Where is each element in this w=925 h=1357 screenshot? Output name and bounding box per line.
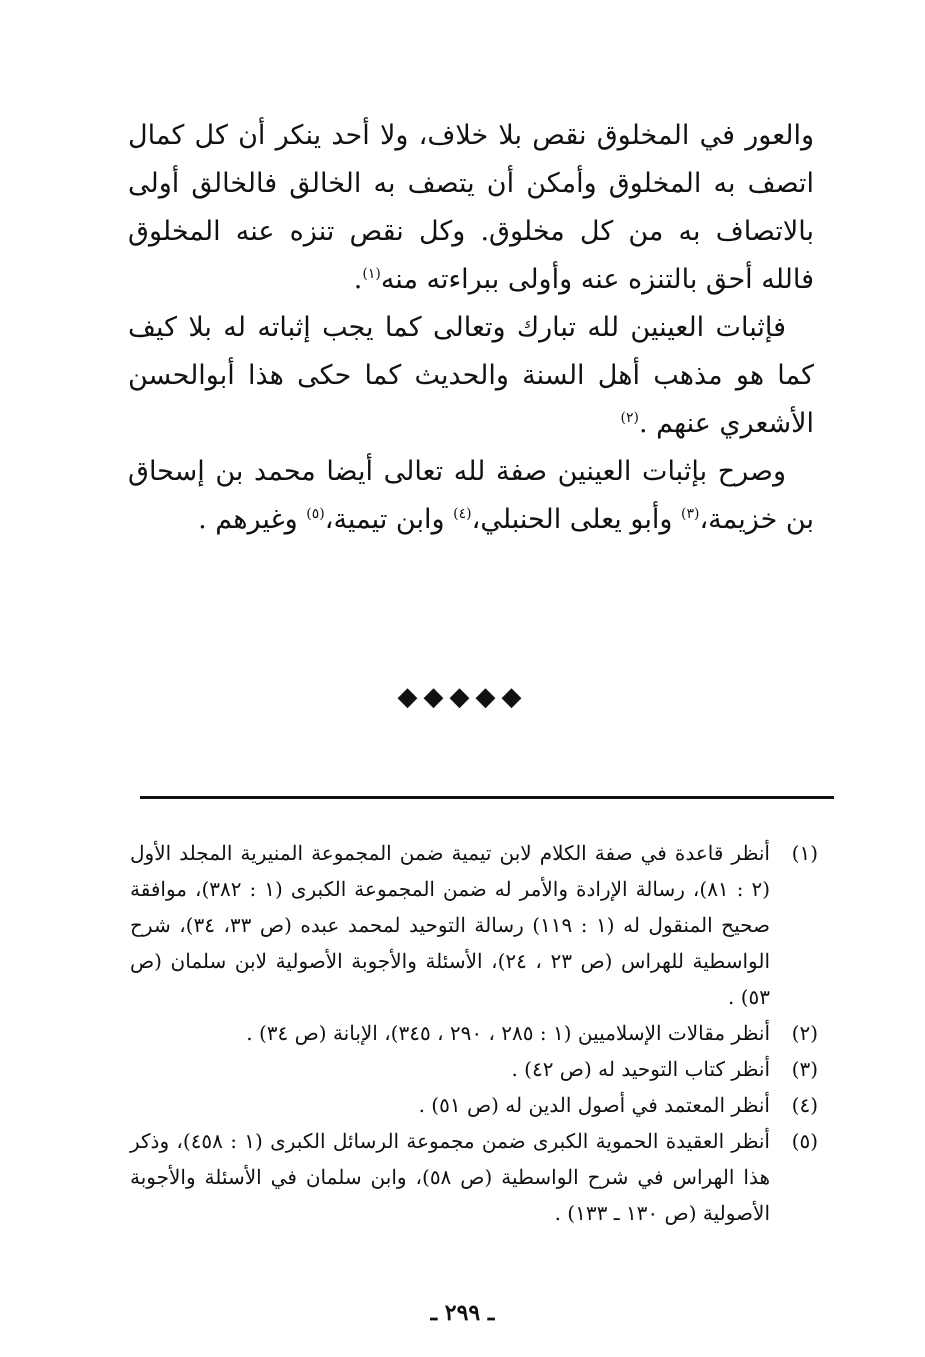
footnote-number: (٤) <box>791 1093 818 1117</box>
paragraph-3 <box>128 448 814 544</box>
footnote-5 <box>130 1123 818 1231</box>
footnote-ref-3: (٣) <box>680 506 700 522</box>
footnote-ref-4: (٤) <box>453 506 472 522</box>
footnote-text: أنظر العقيدة الحموية الكبرى ضمن مجموعة الرسائل الكبرى (١ : ٤٥٨)، وذكر هذا الهراس في شرح الواسطية (ص ٥٨)، وابن سلمان في الأسئلة والأجوبة الأصولية (ص ١٣٠ ـ ١٣٣) . <box>130 1129 771 1225</box>
footnote-1 <box>130 835 818 1015</box>
footnote-number: (٢) <box>791 1021 818 1045</box>
paragraph-1 <box>128 112 814 304</box>
footnote-ref-5: (٥) <box>306 506 325 522</box>
footnote-number: (٣) <box>791 1057 818 1081</box>
paragraph-3-segment-1: وصرح بإثبات العينين صفة لله تعالى أيضا محمد بن إسحاق بن خزيمة، <box>128 456 814 535</box>
footnotes <box>130 835 818 1231</box>
footnote-4 <box>130 1087 818 1123</box>
page-number: ـ ٢٩٩ ـ <box>430 1300 495 1326</box>
paragraph-1-text: والعور في المخلوق نقص بلا خلاف، ولا أحد ينكر أن كل كمال اتصف به المخلوق وأمكن أن يتصف به الخالق فالخالق أولى بالاتصاف به من كل مخلوق. وكل نقص تنزه عنه المخلوق فالله أحق بالتنزه عنه وأولى ببراءته منه <box>128 120 814 295</box>
paragraph-2 <box>128 304 814 448</box>
paragraph-3-segment-4: وغيرهم . <box>198 504 298 535</box>
section-ornament: ◆◆◆◆◆ <box>397 682 528 712</box>
footnote-2 <box>130 1015 818 1051</box>
footnote-3 <box>130 1051 818 1087</box>
paragraph-2-text: فإثبات العينين لله تبارك وتعالى كما يجب إثباته له بلا كيف كما هو مذهب أهل السنة والحديث كما حكى هذا أبوالحسن الأشعري عنهم . <box>128 312 814 439</box>
paragraph-3-segment-2: وأبو يعلى الحنبلي، <box>471 504 673 535</box>
footnote-number: (١) <box>791 841 818 865</box>
paragraph-1-tail: . <box>353 264 363 295</box>
footnote-text: أنظر قاعدة في صفة الكلام لابن تيمية ضمن المجموعة المنيرية المجلد الأول (٢ : ٨١)، رسالة الإرادة والأمر له ضمن المجموعة الكبرى (١ : ٣٨٢)، موافقة صحيح المنقول له (١ : ١١٩) رسالة التوحيد لمحمد عبده (ص ٣٣، ٣٤)، شرح الواسطية للهراس (ص ٢٣ ، ٢٤)، الأسئلة والأجوبة الأصولية لابن سلمان (ص ٥٣) . <box>130 841 771 1009</box>
footnote-text: أنظر كتاب التوحيد له (ص ٤٢) . <box>511 1057 770 1081</box>
main-text <box>128 112 814 544</box>
footnote-ref-1: (١) <box>362 266 381 282</box>
footnote-number: (٥) <box>791 1129 818 1153</box>
footnote-text: أنظر المعتمد في أصول الدين له (ص ٥١) . <box>418 1093 770 1117</box>
paragraph-3-segment-3: وابن تيمية، <box>324 504 445 535</box>
footnote-divider <box>140 796 834 799</box>
footnote-ref-2: (٢) <box>620 410 639 426</box>
footnote-text: أنظر مقالات الإسلاميين (١ : ٢٨٥ ، ٢٩٠ ، ٣٤٥)، الإبانة (ص ٣٤) . <box>246 1021 770 1045</box>
